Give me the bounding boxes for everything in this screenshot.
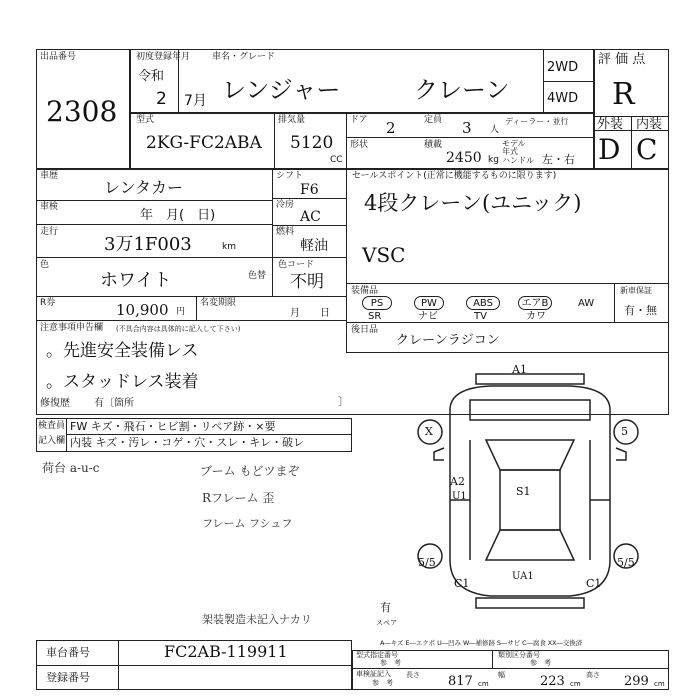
divider bbox=[272, 225, 346, 226]
divider bbox=[36, 665, 352, 666]
divider bbox=[66, 418, 67, 452]
shift-value: F6 bbox=[300, 182, 319, 198]
int-score: C bbox=[636, 133, 658, 166]
divider bbox=[346, 322, 669, 323]
equip-tv: TV bbox=[474, 311, 487, 322]
km-unit: km bbox=[222, 242, 236, 252]
diag-c1-right: C1 bbox=[586, 577, 602, 590]
model-year-label: モデル年式 bbox=[502, 139, 526, 156]
load-label: 積載 bbox=[424, 140, 443, 150]
notes-hint: (不具合内容は具体的に記入して下さい) bbox=[116, 325, 241, 333]
divider bbox=[36, 224, 273, 225]
length-unit: cm bbox=[478, 680, 489, 688]
car-name: レンジャー bbox=[222, 76, 341, 104]
fuel-label: 燃料 bbox=[276, 227, 295, 237]
chassis-value: FC2AB-119911 bbox=[164, 642, 288, 661]
color-code-value: 不明 bbox=[290, 272, 324, 292]
notes-line2: 。スタッドレス装着 bbox=[46, 372, 199, 392]
dealer-label: ディーラー・並行 bbox=[505, 117, 569, 126]
dims-label: 車検証記入 bbox=[356, 670, 391, 678]
equip-sr: SR bbox=[368, 311, 382, 322]
divider bbox=[272, 198, 346, 199]
first-reg-label: 初度登録年月 bbox=[136, 52, 191, 62]
height-value: 299 bbox=[624, 674, 649, 689]
capacity-value: 3 bbox=[462, 119, 472, 137]
damage-legend: A―キズ E―エクボ U―凹み W―補修跡 S―サビ C―腐食 XX―交換済 bbox=[380, 639, 583, 647]
diag-s1: S1 bbox=[516, 485, 531, 498]
color-label: 色 bbox=[40, 260, 50, 270]
inspection-value: 年 月( 日) bbox=[140, 208, 216, 223]
divider bbox=[129, 49, 131, 169]
ext-score: D bbox=[598, 133, 621, 166]
diag-right-low: 5/5 bbox=[617, 556, 635, 569]
scribble-5: 架装製造未記入ナカリ bbox=[202, 613, 312, 626]
score-value: R bbox=[612, 77, 635, 112]
color-value: ホワイト bbox=[100, 270, 172, 291]
spare-mark: 有 bbox=[380, 601, 391, 614]
diag-a1: A1 bbox=[512, 363, 527, 376]
divider bbox=[543, 81, 593, 82]
history-label: 車歴 bbox=[40, 171, 59, 181]
height-unit: cm bbox=[654, 680, 665, 688]
diag-s-right: 5 bbox=[621, 425, 628, 438]
designated-ref: 参 考 bbox=[380, 659, 401, 667]
equip-aw: AW bbox=[578, 298, 595, 309]
equip-navi: ナビ bbox=[418, 311, 438, 322]
diag-u1: U1 bbox=[452, 491, 467, 502]
disp-label: 排気量 bbox=[278, 115, 306, 125]
doors-value: 2 bbox=[386, 119, 396, 137]
diag-left-low: 5/5 bbox=[418, 556, 436, 569]
fuel-value: 軽油 bbox=[300, 238, 328, 254]
diag-x-left: X bbox=[425, 425, 433, 438]
divider bbox=[196, 296, 197, 320]
divider bbox=[631, 116, 632, 168]
divider bbox=[346, 112, 347, 168]
equip-ps: PS bbox=[362, 296, 392, 310]
scribble-4: フレーム フシュフ bbox=[202, 517, 293, 530]
new-car-warranty-value: 有・無 bbox=[624, 304, 657, 317]
divider bbox=[36, 320, 346, 321]
divider bbox=[593, 49, 595, 169]
divider bbox=[492, 650, 493, 668]
score-label: 評 価 点 bbox=[598, 52, 646, 67]
capacity-label: 定員 bbox=[424, 115, 443, 125]
model-label: 型式 bbox=[136, 115, 155, 125]
notes-label: 注意事項申告欄 bbox=[40, 323, 104, 333]
load-value: 2450 bbox=[446, 150, 482, 166]
recycle-value: 10,900 bbox=[116, 301, 169, 319]
inspector-row2: 内装 キズ・汚レ・コゲ・穴・スレ・キレ・破レ bbox=[70, 436, 305, 449]
ac-value: AC bbox=[300, 209, 321, 225]
name-change-value: 月 日 bbox=[290, 308, 330, 319]
inspector-label1: 検査員 bbox=[38, 421, 66, 431]
sales-point-line2: VSC bbox=[362, 243, 406, 267]
notes-line1: 。先進安全装備レス bbox=[46, 341, 199, 361]
width-value: 223 bbox=[540, 674, 565, 689]
aftermarket-label: 後日品 bbox=[351, 325, 379, 335]
lot-number: 2308 bbox=[46, 95, 118, 128]
width-unit: cm bbox=[570, 680, 581, 688]
reg-label: 登録番号 bbox=[46, 671, 90, 684]
reg-year: 2 bbox=[156, 89, 167, 109]
equip-pw: PW bbox=[414, 296, 444, 310]
name-change-label: 名変期限 bbox=[200, 298, 237, 308]
history-value: レンタカー bbox=[104, 178, 183, 197]
spare-label: スペア bbox=[376, 619, 397, 627]
divider bbox=[274, 112, 275, 168]
equip-abs: ABS bbox=[466, 296, 500, 310]
divider bbox=[129, 112, 594, 114]
length-value: 817 bbox=[448, 674, 473, 689]
category-label: 類別区分番号 bbox=[498, 651, 540, 659]
equip-airbag: エアB bbox=[518, 296, 552, 310]
repair-value: 有〔箇所 bbox=[94, 398, 134, 409]
divider bbox=[346, 168, 347, 334]
divider bbox=[36, 296, 346, 297]
divider bbox=[118, 640, 119, 690]
divider bbox=[346, 137, 593, 138]
shift-label: シフト bbox=[276, 171, 304, 181]
car-grade: クレーン bbox=[414, 76, 510, 104]
inspection-label: 車検 bbox=[40, 202, 59, 212]
reg-month: 7月 bbox=[184, 93, 207, 109]
designated-label: 型式指定番号 bbox=[356, 651, 398, 659]
mileage-label: 走行 bbox=[40, 227, 59, 237]
diag-c1-left: C1 bbox=[454, 577, 470, 590]
divider bbox=[346, 283, 669, 284]
lot-label: 出品番号 bbox=[40, 52, 77, 62]
drive-4wd: 4WD bbox=[547, 91, 579, 106]
door-label: ドア bbox=[350, 115, 368, 125]
equip-leather: カワ bbox=[526, 311, 546, 322]
divider bbox=[36, 257, 346, 258]
repair-label: 修復歴 bbox=[40, 398, 70, 409]
name-label: 車名・グレード bbox=[212, 52, 276, 62]
aftermarket-value: クレーンラジコン bbox=[396, 333, 500, 348]
drive-2wd: 2WD bbox=[547, 60, 579, 75]
model-value: 2KG-FC2ABA bbox=[146, 133, 262, 153]
inspector-label2: 記入欄 bbox=[38, 436, 66, 446]
mileage-value: 3万1F003 bbox=[104, 234, 192, 255]
ext-label: 外装 bbox=[597, 117, 624, 132]
new-car-warranty-label: 新車保証 bbox=[620, 286, 652, 295]
color-code-label: 色コード bbox=[278, 260, 315, 270]
divider bbox=[352, 668, 669, 669]
diag-ua1: UA1 bbox=[512, 571, 534, 582]
recycle-label: R券 bbox=[40, 298, 56, 308]
height-label: 高さ bbox=[586, 671, 600, 679]
scribble-2: ブーム もどツまぞ bbox=[200, 464, 300, 478]
color-change-label: 色替 bbox=[248, 271, 267, 281]
repair-close: 〕 bbox=[338, 395, 349, 408]
length-label: 長さ bbox=[406, 671, 420, 679]
disp-value: 5120 bbox=[290, 133, 334, 153]
handle-value: 左・右 bbox=[542, 153, 575, 166]
sales-point-line1: 4段クレーン(ユニック) bbox=[364, 191, 582, 215]
handle-label: ハンドル bbox=[502, 156, 534, 165]
shape-label: 形状 bbox=[350, 140, 369, 150]
sales-point-label: セールスポイント(正常に機能するものに限ります) bbox=[352, 171, 557, 181]
chassis-label: 車台番号 bbox=[46, 646, 90, 659]
kg-unit: kg bbox=[488, 155, 499, 165]
category-ref: 参 考 bbox=[530, 659, 551, 667]
inspector-row1: FW キズ・飛石・ヒビ割・リペア跡・×要 bbox=[70, 420, 276, 433]
divider bbox=[346, 322, 347, 352]
divider bbox=[36, 168, 669, 170]
yen-unit: 円 bbox=[176, 307, 186, 317]
person-unit: 人 bbox=[490, 125, 500, 135]
ac-label: 冷房 bbox=[276, 200, 295, 210]
diag-a2: A2 bbox=[450, 475, 465, 488]
divider bbox=[614, 283, 615, 323]
divider bbox=[36, 200, 273, 201]
era: 令和 bbox=[138, 69, 165, 84]
cc-unit: CC bbox=[330, 155, 343, 165]
divider bbox=[346, 352, 669, 353]
dims-ref: 参 考 bbox=[372, 679, 393, 687]
int-label: 内装 bbox=[636, 117, 663, 132]
scribble-3: Rフレーム 歪 bbox=[202, 491, 275, 505]
divider bbox=[272, 168, 273, 297]
width-label: 幅 bbox=[498, 671, 505, 679]
divider bbox=[66, 434, 352, 435]
equipment-label: 装備品 bbox=[351, 286, 379, 296]
scribble-1: 荷台 a-u-c bbox=[42, 461, 100, 475]
